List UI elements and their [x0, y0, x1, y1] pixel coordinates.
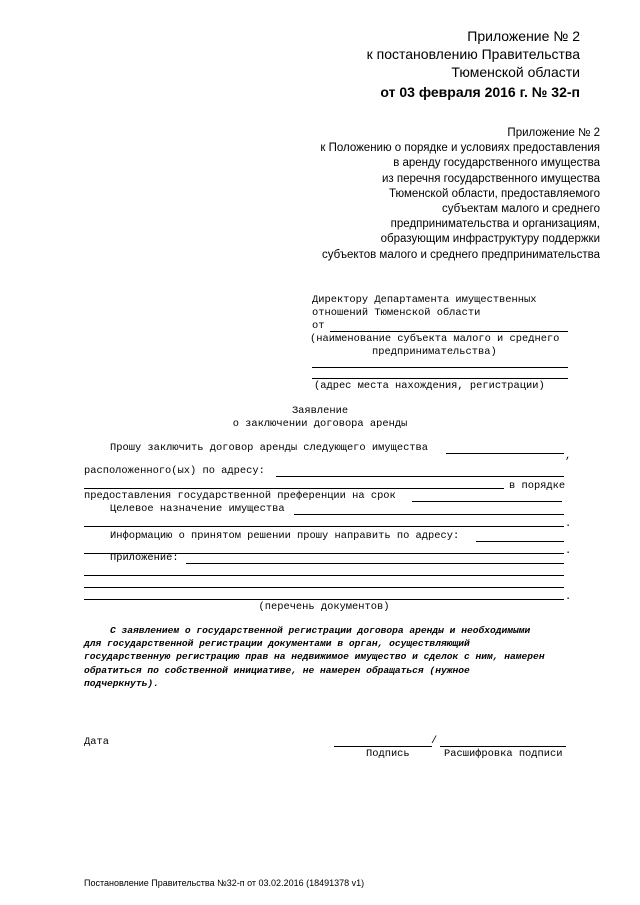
document-subtitle: о заключении договора аренды [232, 418, 408, 430]
resolution-date-number: от 03 февраля 2016 г. № 32-п [380, 84, 580, 100]
attachment-field[interactable] [186, 563, 564, 564]
appendix-number: Приложение № 2 [467, 28, 580, 44]
purpose-label: Целевое назначение имущества [110, 503, 285, 515]
comma-mark: , [565, 450, 572, 462]
purpose-field-2[interactable] [84, 526, 564, 527]
notice-line: обратиться по собственной инициативе, не намерен обращаться (нужное [84, 664, 470, 676]
located-address-field-2[interactable] [84, 488, 504, 489]
decode-hint: Расшифровка подписи [444, 748, 563, 760]
property-field[interactable] [446, 453, 564, 454]
addressee-line-1: Директору Департамента имущественных [312, 294, 537, 306]
preference-text: предоставления государственной преференции на срок [84, 490, 396, 502]
located-label: расположенного(ых) по адресу: [84, 465, 265, 477]
sub-header-line: предпринимательства и организациям, [390, 218, 600, 231]
attachment-field-4[interactable] [84, 599, 564, 600]
address-hint: (адрес места нахождения, регистрации) [314, 380, 545, 392]
sub-header-line: субъектам малого и среднего [442, 203, 600, 216]
term-field[interactable] [412, 501, 562, 502]
document-title: Заявление [291, 405, 349, 417]
applicant-name-hint-2: предпринимательства) [372, 346, 497, 358]
sub-header-line: Тюменской области, предоставляемого [389, 187, 600, 200]
sub-header-line: Приложение № 2 [507, 127, 600, 139]
from-label: от [312, 320, 325, 332]
signature-field[interactable] [334, 746, 432, 747]
notice-line: подчеркнуть). [84, 677, 159, 689]
sub-header-line: к Положению о порядке и условиях предоставления [320, 142, 600, 155]
sub-header-line: субъектов малого и среднего предпринимательства [322, 248, 600, 261]
footer-reference: Постановление Правительства №32-п от 03.02.2016 (18491378 v1) [84, 878, 365, 888]
purpose-field[interactable] [294, 514, 564, 515]
registration-notice [84, 624, 602, 690]
sub-header-block [320, 126, 600, 263]
attachment-field-3[interactable] [84, 587, 564, 588]
request-text: Прошу заключить договор аренды следующего имущества [110, 442, 429, 454]
date-label: Дата [84, 736, 109, 748]
applicant-name-hint-1: (наименование субъекта малого и среднего [310, 333, 560, 345]
slash-mark: / [431, 735, 438, 747]
sub-header-line: в аренду государственного имущества [393, 157, 600, 170]
notice-line: для государственной регистрации документами в орган, осуществляющий [84, 638, 470, 650]
in-order-text: в порядке [509, 480, 566, 492]
resolution-ref: к постановлению Правительства [366, 46, 580, 62]
info-address-field[interactable] [476, 541, 564, 542]
signature-hint: Подпись [366, 748, 410, 760]
notice-line: государственную регистрацию прав на недвижимое имущество и сделок с ним, намерен [84, 651, 545, 663]
period-mark: . [565, 518, 572, 530]
located-address-field[interactable] [276, 476, 564, 477]
period-mark: . [565, 545, 572, 557]
attachment-field-2[interactable] [84, 575, 564, 576]
applicant-name-field[interactable] [330, 331, 568, 332]
signature-decode-field[interactable] [440, 746, 566, 747]
applicant-address-field[interactable] [312, 367, 568, 368]
period-mark: . [565, 591, 572, 603]
info-label: Информацию о принятом решении прошу направить по адресу: [110, 530, 460, 542]
docs-hint: (перечень документов) [258, 601, 390, 613]
sub-header-line: образующим инфраструктуру поддержки [380, 233, 600, 246]
applicant-address-field-2[interactable] [312, 378, 568, 379]
addressee-line-2: отношений Тюменской области [312, 307, 481, 319]
attachment-label: Приложение: [110, 552, 179, 564]
region-name: Тюменской области [451, 64, 580, 80]
notice-line: С заявлением о государственной регистрации договора аренды и необходимыми [110, 625, 531, 636]
sub-header-line: из перечня государственного имущества [381, 172, 600, 185]
